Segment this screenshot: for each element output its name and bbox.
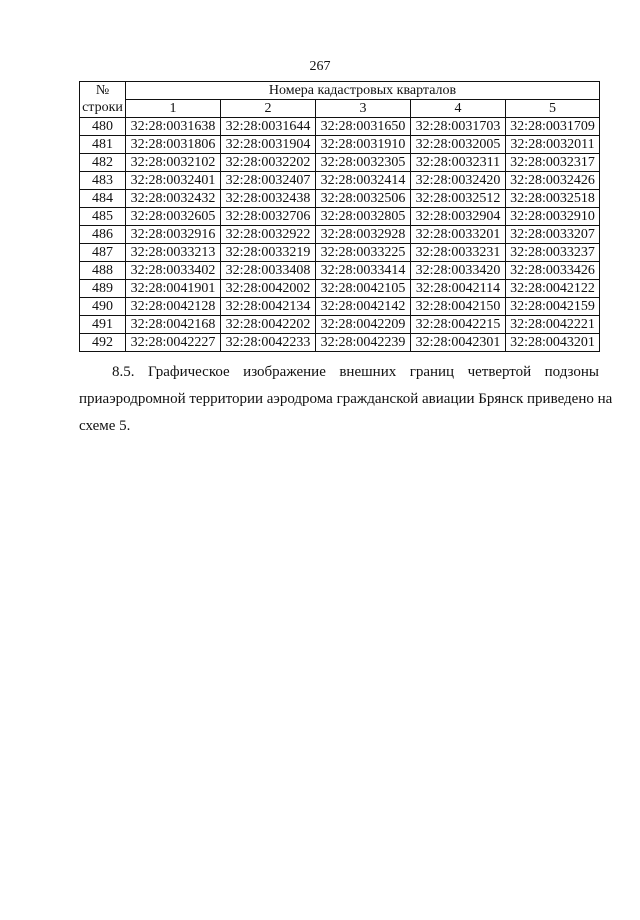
paragraph-line-1	[79, 359, 599, 386]
cadastral-number-cell: 32:28:0042221	[506, 316, 600, 334]
row-number-cell: 480	[80, 118, 126, 136]
paragraph-word: 8.5.	[112, 364, 135, 380]
paragraph-word: четвертой	[467, 364, 532, 380]
row-number-header-label: строки	[82, 100, 123, 115]
cadastral-number-cell: 32:28:0042128	[126, 298, 221, 316]
cadastral-number-cell: 32:28:0033420	[411, 262, 506, 280]
cadastral-number-cell: 32:28:0032407	[221, 172, 316, 190]
cadastral-number-cell: 32:28:0031644	[221, 118, 316, 136]
cadastral-number-cell: 32:28:0042122	[506, 280, 600, 298]
cadastral-number-cell: 32:28:0042168	[126, 316, 221, 334]
cadastral-number-cell: 32:28:0033213	[126, 244, 221, 262]
cadastral-number-cell: 32:28:0032438	[221, 190, 316, 208]
cadastral-number-cell: 32:28:0031703	[411, 118, 506, 136]
page-number: 267	[309, 59, 331, 74]
cadastral-number-cell: 32:28:0032426	[506, 172, 600, 190]
column-number-header: 3	[316, 100, 411, 118]
cadastral-number-cell: 32:28:0031638	[126, 118, 221, 136]
cadastral-number-cell: 32:28:0042233	[221, 334, 316, 352]
cadastral-number-cell: 32:28:0031650	[316, 118, 411, 136]
row-number-cell: 482	[80, 154, 126, 172]
row-number-cell: 483	[80, 172, 126, 190]
cadastral-number-cell: 32:28:0032706	[221, 208, 316, 226]
table-row	[80, 316, 600, 334]
cadastral-quarters-table	[79, 81, 600, 352]
cadastral-number-cell: 32:28:0032910	[506, 208, 600, 226]
column-number-row	[80, 100, 600, 118]
cadastral-number-cell: 32:28:0042150	[411, 298, 506, 316]
cadastral-number-cell: 32:28:0032202	[221, 154, 316, 172]
cadastral-number-cell: 32:28:0033201	[411, 226, 506, 244]
cadastral-number-cell: 32:28:0033408	[221, 262, 316, 280]
cadastral-number-cell: 32:28:0032401	[126, 172, 221, 190]
row-number-cell: 486	[80, 226, 126, 244]
row-number-cell: 487	[80, 244, 126, 262]
cadastral-number-cell: 32:28:0032512	[411, 190, 506, 208]
paragraph-line-2: приаэродромной территории аэродрома гражданской авиации Брянск приведено на	[79, 391, 613, 407]
row-number-cell: 481	[80, 136, 126, 154]
table-head	[80, 82, 600, 118]
cadastral-number-cell: 32:28:0031709	[506, 118, 600, 136]
cadastral-number-cell: 32:28:0042002	[221, 280, 316, 298]
table-row	[80, 190, 600, 208]
cadastral-number-cell: 32:28:0031806	[126, 136, 221, 154]
cadastral-number-cell: 32:28:0032506	[316, 190, 411, 208]
row-number-cell: 490	[80, 298, 126, 316]
paragraph-word: изображение	[243, 364, 326, 380]
cadastral-number-cell: 32:28:0042202	[221, 316, 316, 334]
row-number-cell: 484	[80, 190, 126, 208]
paragraph-word: границ	[409, 364, 455, 380]
cadastral-number-cell: 32:28:0042105	[316, 280, 411, 298]
cadastral-number-cell: 32:28:0042114	[411, 280, 506, 298]
cadastral-number-cell: 32:28:0031910	[316, 136, 411, 154]
cadastral-number-cell: 32:28:0033207	[506, 226, 600, 244]
cadastral-number-cell: 32:28:0033426	[506, 262, 600, 280]
cadastral-number-cell: 32:28:0032928	[316, 226, 411, 244]
cadastral-number-cell: 32:28:0032305	[316, 154, 411, 172]
cadastral-number-cell: 32:28:0032518	[506, 190, 600, 208]
cadastral-number-cell: 32:28:0032916	[126, 226, 221, 244]
table-row	[80, 280, 600, 298]
cadastral-number-cell: 32:28:0042142	[316, 298, 411, 316]
table-row	[80, 334, 600, 352]
cadastral-number-cell: 32:28:0042227	[126, 334, 221, 352]
table-row	[80, 154, 600, 172]
table-row	[80, 118, 600, 136]
cadastral-number-cell: 32:28:0033225	[316, 244, 411, 262]
cadastral-number-cell: 32:28:0042215	[411, 316, 506, 334]
row-number-header-symbol: №	[95, 83, 110, 98]
row-number-cell: 492	[80, 334, 126, 352]
cadastral-number-cell: 32:28:0031904	[221, 136, 316, 154]
table-row	[80, 136, 600, 154]
table-row	[80, 226, 600, 244]
cadastral-number-cell: 32:28:0032420	[411, 172, 506, 190]
row-number-cell: 489	[80, 280, 126, 298]
cadastral-number-cell: 32:28:0032102	[126, 154, 221, 172]
cadastral-number-cell: 32:28:0032317	[506, 154, 600, 172]
cadastral-number-cell: 32:28:0032005	[411, 136, 506, 154]
table-row	[80, 298, 600, 316]
cadastral-number-cell: 32:28:0032922	[221, 226, 316, 244]
cadastral-number-cell: 32:28:0042301	[411, 334, 506, 352]
row-number-cell: 488	[80, 262, 126, 280]
column-number-header: 4	[411, 100, 506, 118]
column-number-header: 1	[126, 100, 221, 118]
table-row	[80, 244, 600, 262]
cadastral-number-cell: 32:28:0042209	[316, 316, 411, 334]
table-body	[80, 118, 600, 352]
paragraph-word: Графическое	[147, 364, 230, 380]
cadastral-number-cell: 32:28:0032605	[126, 208, 221, 226]
table-row	[80, 208, 600, 226]
cadastral-number-cell: 32:28:0042159	[506, 298, 600, 316]
cadastral-number-cell: 32:28:0042134	[221, 298, 316, 316]
cadastral-number-cell: 32:28:0033414	[316, 262, 411, 280]
row-number-cell: 485	[80, 208, 126, 226]
header-row-top	[80, 82, 600, 100]
cadastral-number-cell: 32:28:0032311	[411, 154, 506, 172]
paragraph-8-5	[79, 359, 613, 440]
row-number-header	[80, 82, 126, 118]
paragraph-word: внешних	[339, 364, 397, 380]
row-number-cell: 491	[80, 316, 126, 334]
cadastral-number-cell: 32:28:0032805	[316, 208, 411, 226]
cadastral-number-cell: 32:28:0041901	[126, 280, 221, 298]
cadastral-number-cell: 32:28:0033219	[221, 244, 316, 262]
column-number-header: 2	[221, 100, 316, 118]
cadastral-number-cell: 32:28:0032414	[316, 172, 411, 190]
table-row	[80, 172, 600, 190]
quarters-group-header: Номера кадастровых кварталов	[126, 82, 600, 100]
cadastral-number-cell: 32:28:0032904	[411, 208, 506, 226]
table-row	[80, 262, 600, 280]
cadastral-number-cell: 32:28:0042239	[316, 334, 411, 352]
cadastral-number-cell: 32:28:0032432	[126, 190, 221, 208]
cadastral-number-cell: 32:28:0033231	[411, 244, 506, 262]
paragraph-word: подзоны	[544, 364, 599, 380]
cadastral-number-cell: 32:28:0043201	[506, 334, 600, 352]
cadastral-number-cell: 32:28:0033237	[506, 244, 600, 262]
cadastral-number-cell: 32:28:0032011	[506, 136, 600, 154]
cadastral-number-cell: 32:28:0033402	[126, 262, 221, 280]
column-number-header: 5	[506, 100, 600, 118]
paragraph-line-3: схеме 5.	[79, 418, 131, 434]
